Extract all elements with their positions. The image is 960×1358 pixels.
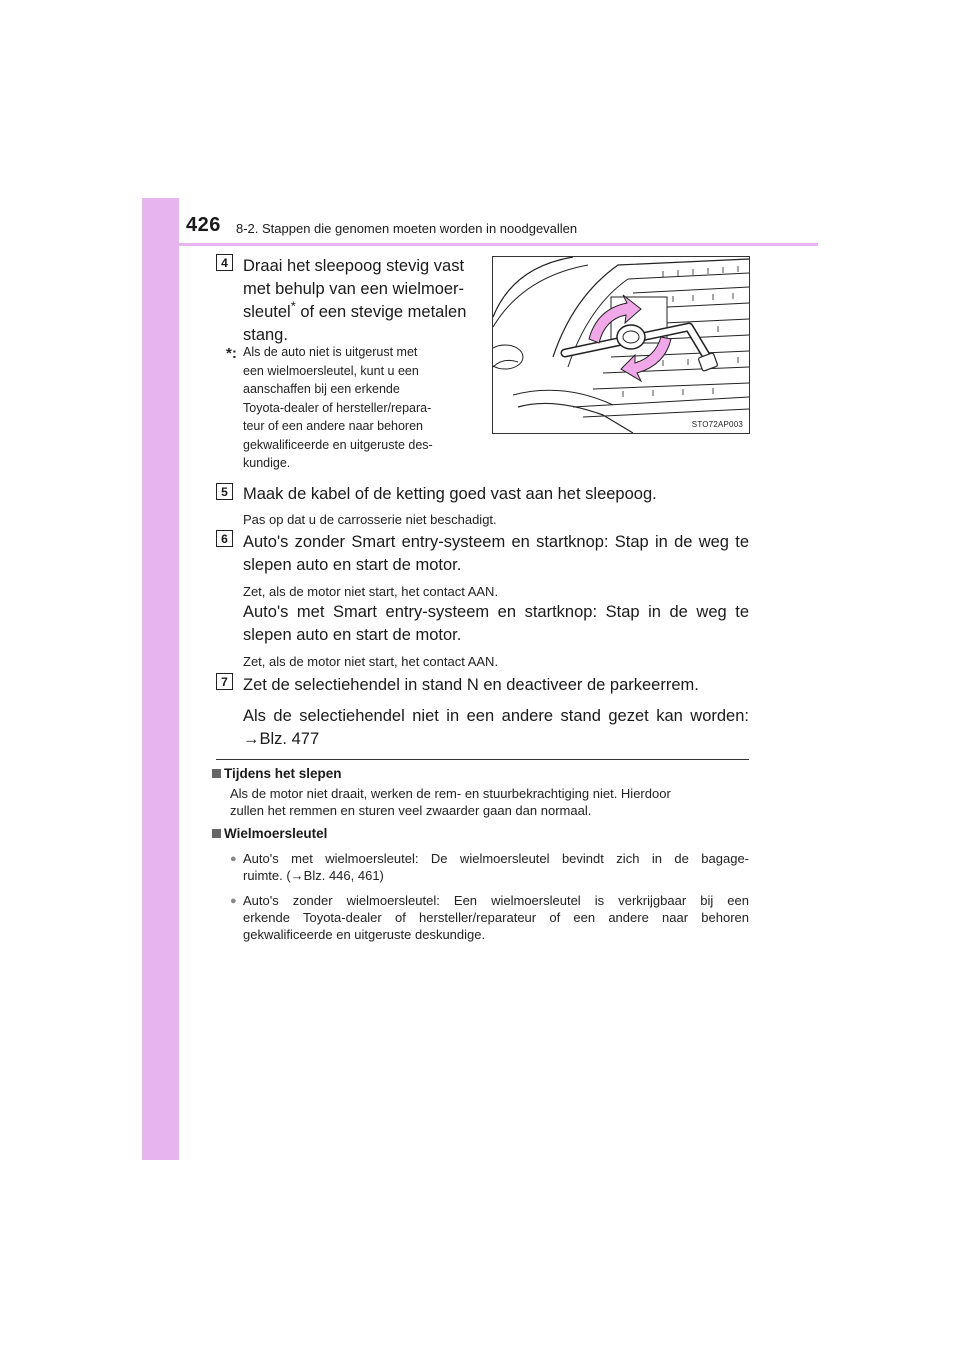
footnote-line: kundige. [243,456,291,470]
footnote-line: aanschaffen bij een erkende [243,382,400,396]
note-towing-title: Tijdens het slepen [224,766,342,781]
step-4-line-4: stang. [243,326,288,344]
step-4-line-1: Draai het sleepoog stevig vast [243,257,465,275]
footnote-line: Als de auto niet is uitgerust met [243,345,418,359]
step-6-main-1-line-1: Auto's zonder Smart entry-systeem en startknop: Stap in de weg te [243,533,749,551]
step-7-extra-line-1: Als de selectiehendel niet in een andere stand gezet kan worden: [243,707,749,725]
footnote-line: teur of een andere naar behoren [243,419,423,433]
footnote-mark: *: [226,345,237,362]
step-7-extra-line-2: →Blz. 477 [243,730,320,748]
asterisk-mark: * [290,298,296,314]
note-wrench-b1-line-1: Auto's met wielmoersleutel: De wielmoersleutel bevindt zich in de bagage- [243,851,749,866]
step-5-sub: Pas op dat u de carrosserie niet beschadigt. [243,512,497,527]
step-4-text [243,255,477,347]
tow-eye-illustration [492,256,750,434]
step-5-main: Maak de kabel of de ketting goed vast aan het sleepoog. [243,485,657,503]
note-wrench-heading [212,826,327,841]
note-wrench-b2-line-1: Auto's zonder wielmoersleutel: Een wielmoersleutel is verkrijgbaar bij een [243,893,749,908]
note-wrench-b2-line-3: gekwalificeerde en uitgeruste deskundige. [243,927,486,942]
section-title: 8-2. Stappen die genomen moeten worden in noodgevallen [236,221,578,236]
note-wrench-b2-line-2: erkende Toyota-dealer of hersteller/reparateur of een andere naar behoren [243,910,749,925]
note-wrench-b1-line-2: ruimte. (→Blz. 446, 461) [243,868,384,883]
step-4-line-2: met behulp van een wielmoer- [243,280,465,298]
round-bullet-icon: ● [230,853,237,865]
section-divider [216,759,749,760]
step-6-sub-1: Zet, als de motor niet start, het contact AAN. [243,584,499,599]
note-towing-text [230,785,749,819]
step-6-main-1 [243,531,749,577]
square-bullet-icon [212,769,221,778]
step-number-4: 4 [216,254,233,271]
step-number-5: 5 [216,483,233,500]
step-4-line-3a: sleutel [243,303,291,321]
header-rule [179,243,818,246]
note-wrench-bullet-2 [243,892,749,943]
header-accent-block [142,198,179,244]
note-towing-line-1: Als de motor niet draait, werken de rem- en stuurbekrachtiging niet. Hierdoor [230,786,671,801]
square-bullet-icon [212,829,221,838]
footnote-line: Toyota-dealer of hersteller/repara- [243,400,432,415]
step-4-line-3b: of een stevige metalen [295,303,467,321]
step-7-extra [243,705,749,751]
footnote-text [243,343,477,473]
step-6-sub-2: Zet, als de motor niet start, het contact AAN. [243,654,499,669]
footnote-line: gekwalificeerde en uitgeruste des- [243,437,433,452]
step-6-main-2 [243,601,749,647]
note-towing-heading [212,766,342,781]
footnote-line: een wielmoersleutel, kunt u een [243,363,419,378]
step-7-main: Zet de selectiehendel in stand N en deactiveer de parkeerrem. [243,676,699,694]
step-number-7: 7 [216,673,233,690]
note-towing-line-2: zullen het remmen en sturen veel zwaarder gaan dan normaal. [230,803,592,818]
step-6-main-2-line-2: slepen auto en start de motor. [243,626,462,644]
step-number-6: 6 [216,530,233,547]
note-wrench-bullet-1 [243,850,749,884]
tow-eye-drawing [493,257,749,433]
note-wrench-title: Wielmoersleutel [224,826,328,841]
illustration-code: STO72AP003 [691,420,743,429]
step-6-main-2-line-1: Auto's met Smart entry-systeem en startknop: Stap in de weg te [243,603,749,621]
step-4-line-3 [243,298,477,324]
page-number: 426 [186,214,221,236]
step-6-main-1-line-2: slepen auto en start de motor. [243,556,462,574]
side-tab-band [142,198,179,1160]
round-bullet-icon: ● [230,895,237,907]
